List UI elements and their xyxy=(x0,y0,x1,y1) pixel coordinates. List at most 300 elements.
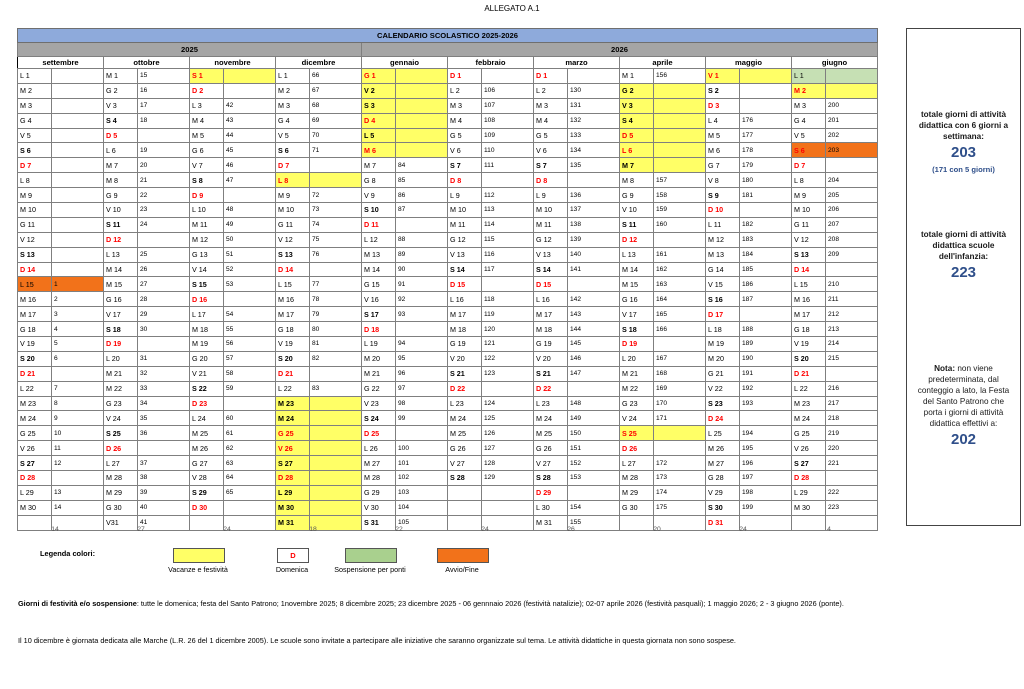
day-counter: 7 xyxy=(52,381,104,396)
legend-swatch-vacanze xyxy=(173,548,225,563)
day-counter: 77 xyxy=(310,277,362,292)
day-counter: 100 xyxy=(396,441,448,456)
day-label: S 21 xyxy=(448,366,482,381)
month-count-maggio: 24 xyxy=(739,526,747,533)
day-label: G 1 xyxy=(362,69,396,84)
day-counter: 157 xyxy=(654,173,706,188)
day-counter: 8 xyxy=(52,396,104,411)
day-label: M 1 xyxy=(104,69,138,84)
table-row xyxy=(18,337,878,352)
day-counter: 177 xyxy=(740,128,792,143)
day-counter: 149 xyxy=(568,411,620,426)
day-counter: 42 xyxy=(224,98,276,113)
day-counter: 200 xyxy=(826,98,878,113)
day-label: L 20 xyxy=(104,351,138,366)
day-counter: 174 xyxy=(654,485,706,500)
day-counter: 24 xyxy=(138,217,190,232)
day-label: M 28 xyxy=(620,471,654,486)
day-label: D 14 xyxy=(18,262,52,277)
day-label: M 17 xyxy=(792,307,826,322)
calendar-title: CALENDARIO SCOLASTICO 2025-2026 xyxy=(18,29,878,43)
day-label: M 11 xyxy=(190,217,224,232)
day-label: L 29 xyxy=(792,485,826,500)
day-counter xyxy=(568,173,620,188)
holidays-note-label: Giorni di festività e/o sospensione xyxy=(18,599,137,608)
day-label: V 23 xyxy=(362,396,396,411)
day-label: V 10 xyxy=(620,203,654,218)
day-counter: 43 xyxy=(224,113,276,128)
day-counter: 108 xyxy=(482,113,534,128)
day-label: M 14 xyxy=(620,262,654,277)
day-label: L 12 xyxy=(362,232,396,247)
day-label: G 13 xyxy=(190,247,224,262)
day-label: M 29 xyxy=(620,485,654,500)
day-counter xyxy=(310,366,362,381)
day-counter xyxy=(568,69,620,84)
day-counter: 151 xyxy=(568,441,620,456)
day-label: D 25 xyxy=(362,426,396,441)
day-label: M 24 xyxy=(792,411,826,426)
day-counter: 115 xyxy=(482,232,534,247)
day-counter xyxy=(224,292,276,307)
effective-days-value: 202 xyxy=(950,431,977,448)
totals-panel xyxy=(906,28,1021,526)
attachment-label: ALLEGATO A.1 xyxy=(484,4,540,13)
day-counter: 91 xyxy=(396,277,448,292)
day-counter: 86 xyxy=(396,188,448,203)
day-counter: 23 xyxy=(138,203,190,218)
day-counter: 36 xyxy=(138,426,190,441)
day-counter xyxy=(224,83,276,98)
table-row xyxy=(18,292,878,307)
day-counter: 62 xyxy=(224,441,276,456)
day-label: M 10 xyxy=(18,203,52,218)
day-label: V 22 xyxy=(706,381,740,396)
day-counter: 156 xyxy=(654,69,706,84)
day-counter: 220 xyxy=(826,441,878,456)
day-label: V 16 xyxy=(362,292,396,307)
day-label: V 7 xyxy=(190,158,224,173)
legend-swatch-domenica: D xyxy=(277,548,309,563)
day-counter: 121 xyxy=(482,337,534,352)
day-counter: 64 xyxy=(224,471,276,486)
day-counter xyxy=(138,441,190,456)
legend-label-ponti: Sospensione per ponti xyxy=(334,565,406,574)
day-counter xyxy=(224,396,276,411)
day-counter: 25 xyxy=(138,247,190,262)
day-counter: 110 xyxy=(482,143,534,158)
day-counter: 104 xyxy=(396,500,448,515)
legend-label-avvio: Avvio/Fine xyxy=(445,565,479,574)
day-label: D 16 xyxy=(190,292,224,307)
monthly-counts xyxy=(17,526,889,538)
day-label: M 9 xyxy=(276,188,310,203)
empty-cell xyxy=(482,485,534,500)
day-counter xyxy=(654,98,706,113)
day-counter: 88 xyxy=(396,232,448,247)
day-label: V 24 xyxy=(620,411,654,426)
day-label: V 2 xyxy=(362,83,396,98)
day-counter xyxy=(310,158,362,173)
day-label: M 24 xyxy=(448,411,482,426)
table-row xyxy=(18,113,878,128)
day-label: M 11 xyxy=(534,217,568,232)
day-counter xyxy=(52,69,104,84)
day-label: D 28 xyxy=(276,471,310,486)
day-counter xyxy=(396,69,448,84)
day-counter: 29 xyxy=(138,307,190,322)
day-label: D 4 xyxy=(362,113,396,128)
day-label: L 3 xyxy=(190,98,224,113)
day-counter: 159 xyxy=(654,203,706,218)
day-label: M 30 xyxy=(792,500,826,515)
day-label: M 7 xyxy=(620,158,654,173)
day-counter: 60 xyxy=(224,411,276,426)
day-counter: 173 xyxy=(654,471,706,486)
day-label: D 21 xyxy=(276,366,310,381)
day-label: S 15 xyxy=(190,277,224,292)
table-row xyxy=(18,98,878,113)
day-label: D 12 xyxy=(620,232,654,247)
day-label: G 15 xyxy=(362,277,396,292)
day-counter: 46 xyxy=(224,158,276,173)
day-counter: 180 xyxy=(740,173,792,188)
day-label: M 11 xyxy=(448,217,482,232)
day-label: M 1 xyxy=(620,69,654,84)
day-label: S 27 xyxy=(792,456,826,471)
day-label: V 27 xyxy=(448,456,482,471)
day-counter: 73 xyxy=(310,203,362,218)
day-counter: 3 xyxy=(52,307,104,322)
day-label: G 14 xyxy=(706,262,740,277)
day-counter: 205 xyxy=(826,188,878,203)
day-label: M 29 xyxy=(104,485,138,500)
day-label: L 2 xyxy=(448,83,482,98)
day-label: D 17 xyxy=(706,307,740,322)
day-counter xyxy=(224,69,276,84)
day-counter: 58 xyxy=(224,366,276,381)
table-row xyxy=(18,500,878,515)
day-counter: 49 xyxy=(224,217,276,232)
day-counter: 37 xyxy=(138,456,190,471)
day-counter xyxy=(52,471,104,486)
day-counter: 127 xyxy=(482,441,534,456)
day-label: G 30 xyxy=(620,500,654,515)
day-counter xyxy=(482,173,534,188)
day-label: S 13 xyxy=(792,247,826,262)
table-row xyxy=(18,158,878,173)
day-label: D 11 xyxy=(362,217,396,232)
day-counter xyxy=(826,69,878,84)
day-counter: 71 xyxy=(310,143,362,158)
day-label: D 30 xyxy=(190,500,224,515)
day-counter xyxy=(568,485,620,500)
day-counter: 170 xyxy=(654,396,706,411)
day-counter: 84 xyxy=(396,158,448,173)
day-label: M 18 xyxy=(534,322,568,337)
day-counter: 118 xyxy=(482,292,534,307)
day-label: D 24 xyxy=(706,411,740,426)
day-counter: 165 xyxy=(654,307,706,322)
day-label: D 26 xyxy=(104,441,138,456)
day-label: M 12 xyxy=(706,232,740,247)
day-counter: 66 xyxy=(310,69,362,84)
day-label: M 7 xyxy=(362,158,396,173)
day-counter: 40 xyxy=(138,500,190,515)
day-label: G 23 xyxy=(104,396,138,411)
day-counter: 57 xyxy=(224,351,276,366)
day-counter xyxy=(310,262,362,277)
day-label: L 8 xyxy=(18,173,52,188)
day-label: M 23 xyxy=(18,396,52,411)
day-counter: 15 xyxy=(138,69,190,84)
day-label: S 4 xyxy=(104,113,138,128)
month-count-marzo: 26 xyxy=(567,526,575,533)
day-label: V 5 xyxy=(18,128,52,143)
day-label: D 19 xyxy=(620,337,654,352)
day-counter: 102 xyxy=(396,471,448,486)
month-count-febbraio: 24 xyxy=(481,526,489,533)
day-label: M 17 xyxy=(276,307,310,322)
day-label: D 10 xyxy=(706,203,740,218)
day-counter xyxy=(52,143,104,158)
day-counter: 89 xyxy=(396,247,448,262)
day-counter: 204 xyxy=(826,173,878,188)
day-counter: 158 xyxy=(654,188,706,203)
table-row xyxy=(18,232,878,247)
day-label: V 17 xyxy=(620,307,654,322)
day-counter xyxy=(138,232,190,247)
total-infanzia-label: totale giorni di attività didattica scuole dell'infanzia: xyxy=(920,230,1007,261)
day-counter: 65 xyxy=(224,485,276,500)
day-label: S 11 xyxy=(620,217,654,232)
day-label: L 30 xyxy=(534,500,568,515)
day-counter: 185 xyxy=(740,262,792,277)
day-counter: 153 xyxy=(568,471,620,486)
day-label: S 13 xyxy=(18,247,52,262)
day-label: D 31 xyxy=(706,515,740,530)
day-counter: 63 xyxy=(224,456,276,471)
day-counter: 113 xyxy=(482,203,534,218)
day-label: L 15 xyxy=(18,277,52,292)
day-label: M 21 xyxy=(620,366,654,381)
day-label: M 26 xyxy=(190,441,224,456)
day-counter: 179 xyxy=(740,158,792,173)
day-counter: 189 xyxy=(740,337,792,352)
day-label: L 22 xyxy=(792,381,826,396)
day-label: V 24 xyxy=(104,411,138,426)
table-row xyxy=(18,203,878,218)
day-label: V 28 xyxy=(190,471,224,486)
day-label: S 20 xyxy=(792,351,826,366)
day-counter xyxy=(52,203,104,218)
day-counter: 178 xyxy=(740,143,792,158)
table-row xyxy=(18,411,878,426)
day-counter: 135 xyxy=(568,158,620,173)
day-label: V 6 xyxy=(534,143,568,158)
day-label: G 12 xyxy=(534,232,568,247)
day-label: D 26 xyxy=(620,441,654,456)
day-label: S 11 xyxy=(104,217,138,232)
day-label: L 15 xyxy=(792,277,826,292)
day-counter: 20 xyxy=(138,158,190,173)
day-label: V 5 xyxy=(276,128,310,143)
day-counter: 162 xyxy=(654,262,706,277)
day-label: D 19 xyxy=(104,337,138,352)
day-label: L 11 xyxy=(706,217,740,232)
day-counter: 93 xyxy=(396,307,448,322)
day-label: S 6 xyxy=(18,143,52,158)
day-counter xyxy=(482,381,534,396)
day-counter: 138 xyxy=(568,217,620,232)
day-label: M 6 xyxy=(362,143,396,158)
day-label: G 2 xyxy=(620,83,654,98)
day-label: M 16 xyxy=(276,292,310,307)
day-counter: 28 xyxy=(138,292,190,307)
day-label: G 21 xyxy=(706,366,740,381)
legend-label-vacanze: Vacanze e festività xyxy=(168,565,228,574)
year-header-1: 2026 xyxy=(362,43,878,57)
day-label: D 15 xyxy=(448,277,482,292)
day-label: G 12 xyxy=(448,232,482,247)
day-label: G 4 xyxy=(18,113,52,128)
day-counter: 211 xyxy=(826,292,878,307)
day-label: G 18 xyxy=(792,322,826,337)
day-counter xyxy=(310,411,362,426)
day-label: L 13 xyxy=(620,247,654,262)
day-label: L 10 xyxy=(190,203,224,218)
table-row xyxy=(18,322,878,337)
day-counter xyxy=(654,113,706,128)
day-label: V 8 xyxy=(706,173,740,188)
marche-note: Il 10 dicembre è giornata dedicata alle Marche (L.R. 26 del 1 dicembre 2005). Le scuole sono invitate a partecipare alle iniziative che saranno organizzate sul tema. Le attività didattiche in questa giornata non sono sospese. xyxy=(18,636,736,645)
day-label: V 19 xyxy=(18,337,52,352)
day-label: G 16 xyxy=(620,292,654,307)
day-counter: 80 xyxy=(310,322,362,337)
day-counter xyxy=(310,396,362,411)
day-label: M 31 xyxy=(534,515,568,530)
day-label: L 15 xyxy=(276,277,310,292)
day-label: S 28 xyxy=(534,471,568,486)
day-counter: 144 xyxy=(568,322,620,337)
day-counter xyxy=(740,203,792,218)
legend-swatch-avvio xyxy=(437,548,489,563)
day-counter: 126 xyxy=(482,426,534,441)
day-counter xyxy=(396,128,448,143)
day-label: G 25 xyxy=(792,426,826,441)
day-counter: 16 xyxy=(138,83,190,98)
day-counter: 175 xyxy=(654,500,706,515)
day-label: M 19 xyxy=(190,337,224,352)
table-row xyxy=(18,441,878,456)
day-counter xyxy=(52,113,104,128)
day-counter: 167 xyxy=(654,351,706,366)
day-counter: 47 xyxy=(224,173,276,188)
day-counter: 168 xyxy=(654,366,706,381)
day-counter: 107 xyxy=(482,98,534,113)
day-label: M 27 xyxy=(362,456,396,471)
day-counter: 19 xyxy=(138,143,190,158)
day-label: S 25 xyxy=(620,426,654,441)
day-label: M 10 xyxy=(276,203,310,218)
day-label: S 3 xyxy=(362,98,396,113)
day-counter xyxy=(396,322,448,337)
day-counter: 116 xyxy=(482,247,534,262)
day-label: V 12 xyxy=(18,232,52,247)
day-counter: 184 xyxy=(740,247,792,262)
day-label: S 20 xyxy=(276,351,310,366)
day-label: M 24 xyxy=(534,411,568,426)
day-counter: 11 xyxy=(52,441,104,456)
day-counter: 13 xyxy=(52,485,104,500)
day-label: M 23 xyxy=(276,396,310,411)
day-counter: 214 xyxy=(826,337,878,352)
day-counter: 166 xyxy=(654,322,706,337)
day-label: D 14 xyxy=(276,262,310,277)
day-label: D 1 xyxy=(448,69,482,84)
day-counter: 197 xyxy=(740,471,792,486)
day-counter: 152 xyxy=(568,456,620,471)
day-counter xyxy=(654,83,706,98)
month-count-gennaio: 22 xyxy=(395,526,403,533)
day-label: D 28 xyxy=(18,471,52,486)
day-counter xyxy=(396,217,448,232)
day-counter xyxy=(654,232,706,247)
day-label: G 27 xyxy=(190,456,224,471)
day-counter: 192 xyxy=(740,381,792,396)
day-counter: 213 xyxy=(826,322,878,337)
day-label: D 28 xyxy=(792,471,826,486)
month-header-maggio: maggio xyxy=(706,57,792,69)
day-counter: 154 xyxy=(568,500,620,515)
day-counter: 14 xyxy=(52,500,104,515)
day-label: V 10 xyxy=(104,203,138,218)
month-count-novembre: 24 xyxy=(223,526,231,533)
day-label: S 2 xyxy=(706,83,740,98)
day-label: S 14 xyxy=(448,262,482,277)
table-row xyxy=(18,426,878,441)
day-label: M 17 xyxy=(534,307,568,322)
day-label: M 8 xyxy=(104,173,138,188)
day-label: S 17 xyxy=(362,307,396,322)
day-counter: 78 xyxy=(310,292,362,307)
day-counter: 117 xyxy=(482,262,534,277)
day-counter: 206 xyxy=(826,203,878,218)
day-label: S 8 xyxy=(190,173,224,188)
day-counter: 148 xyxy=(568,396,620,411)
day-counter: 188 xyxy=(740,322,792,337)
month-header-gennaio: gennaio xyxy=(362,57,448,69)
day-label: S 27 xyxy=(18,456,52,471)
day-counter: 75 xyxy=(310,232,362,247)
day-label: V 6 xyxy=(448,143,482,158)
day-counter: 129 xyxy=(482,471,534,486)
day-counter: 208 xyxy=(826,232,878,247)
day-counter: 169 xyxy=(654,381,706,396)
month-header-marzo: marzo xyxy=(534,57,620,69)
day-label: D 5 xyxy=(104,128,138,143)
day-counter: 130 xyxy=(568,83,620,98)
day-counter: 50 xyxy=(224,232,276,247)
day-counter xyxy=(826,158,878,173)
day-label: S 13 xyxy=(276,247,310,262)
day-label: M 9 xyxy=(18,188,52,203)
day-counter: 101 xyxy=(396,456,448,471)
day-counter xyxy=(310,426,362,441)
day-counter: 38 xyxy=(138,471,190,486)
day-counter: 128 xyxy=(482,456,534,471)
day-label: L 26 xyxy=(362,441,396,456)
